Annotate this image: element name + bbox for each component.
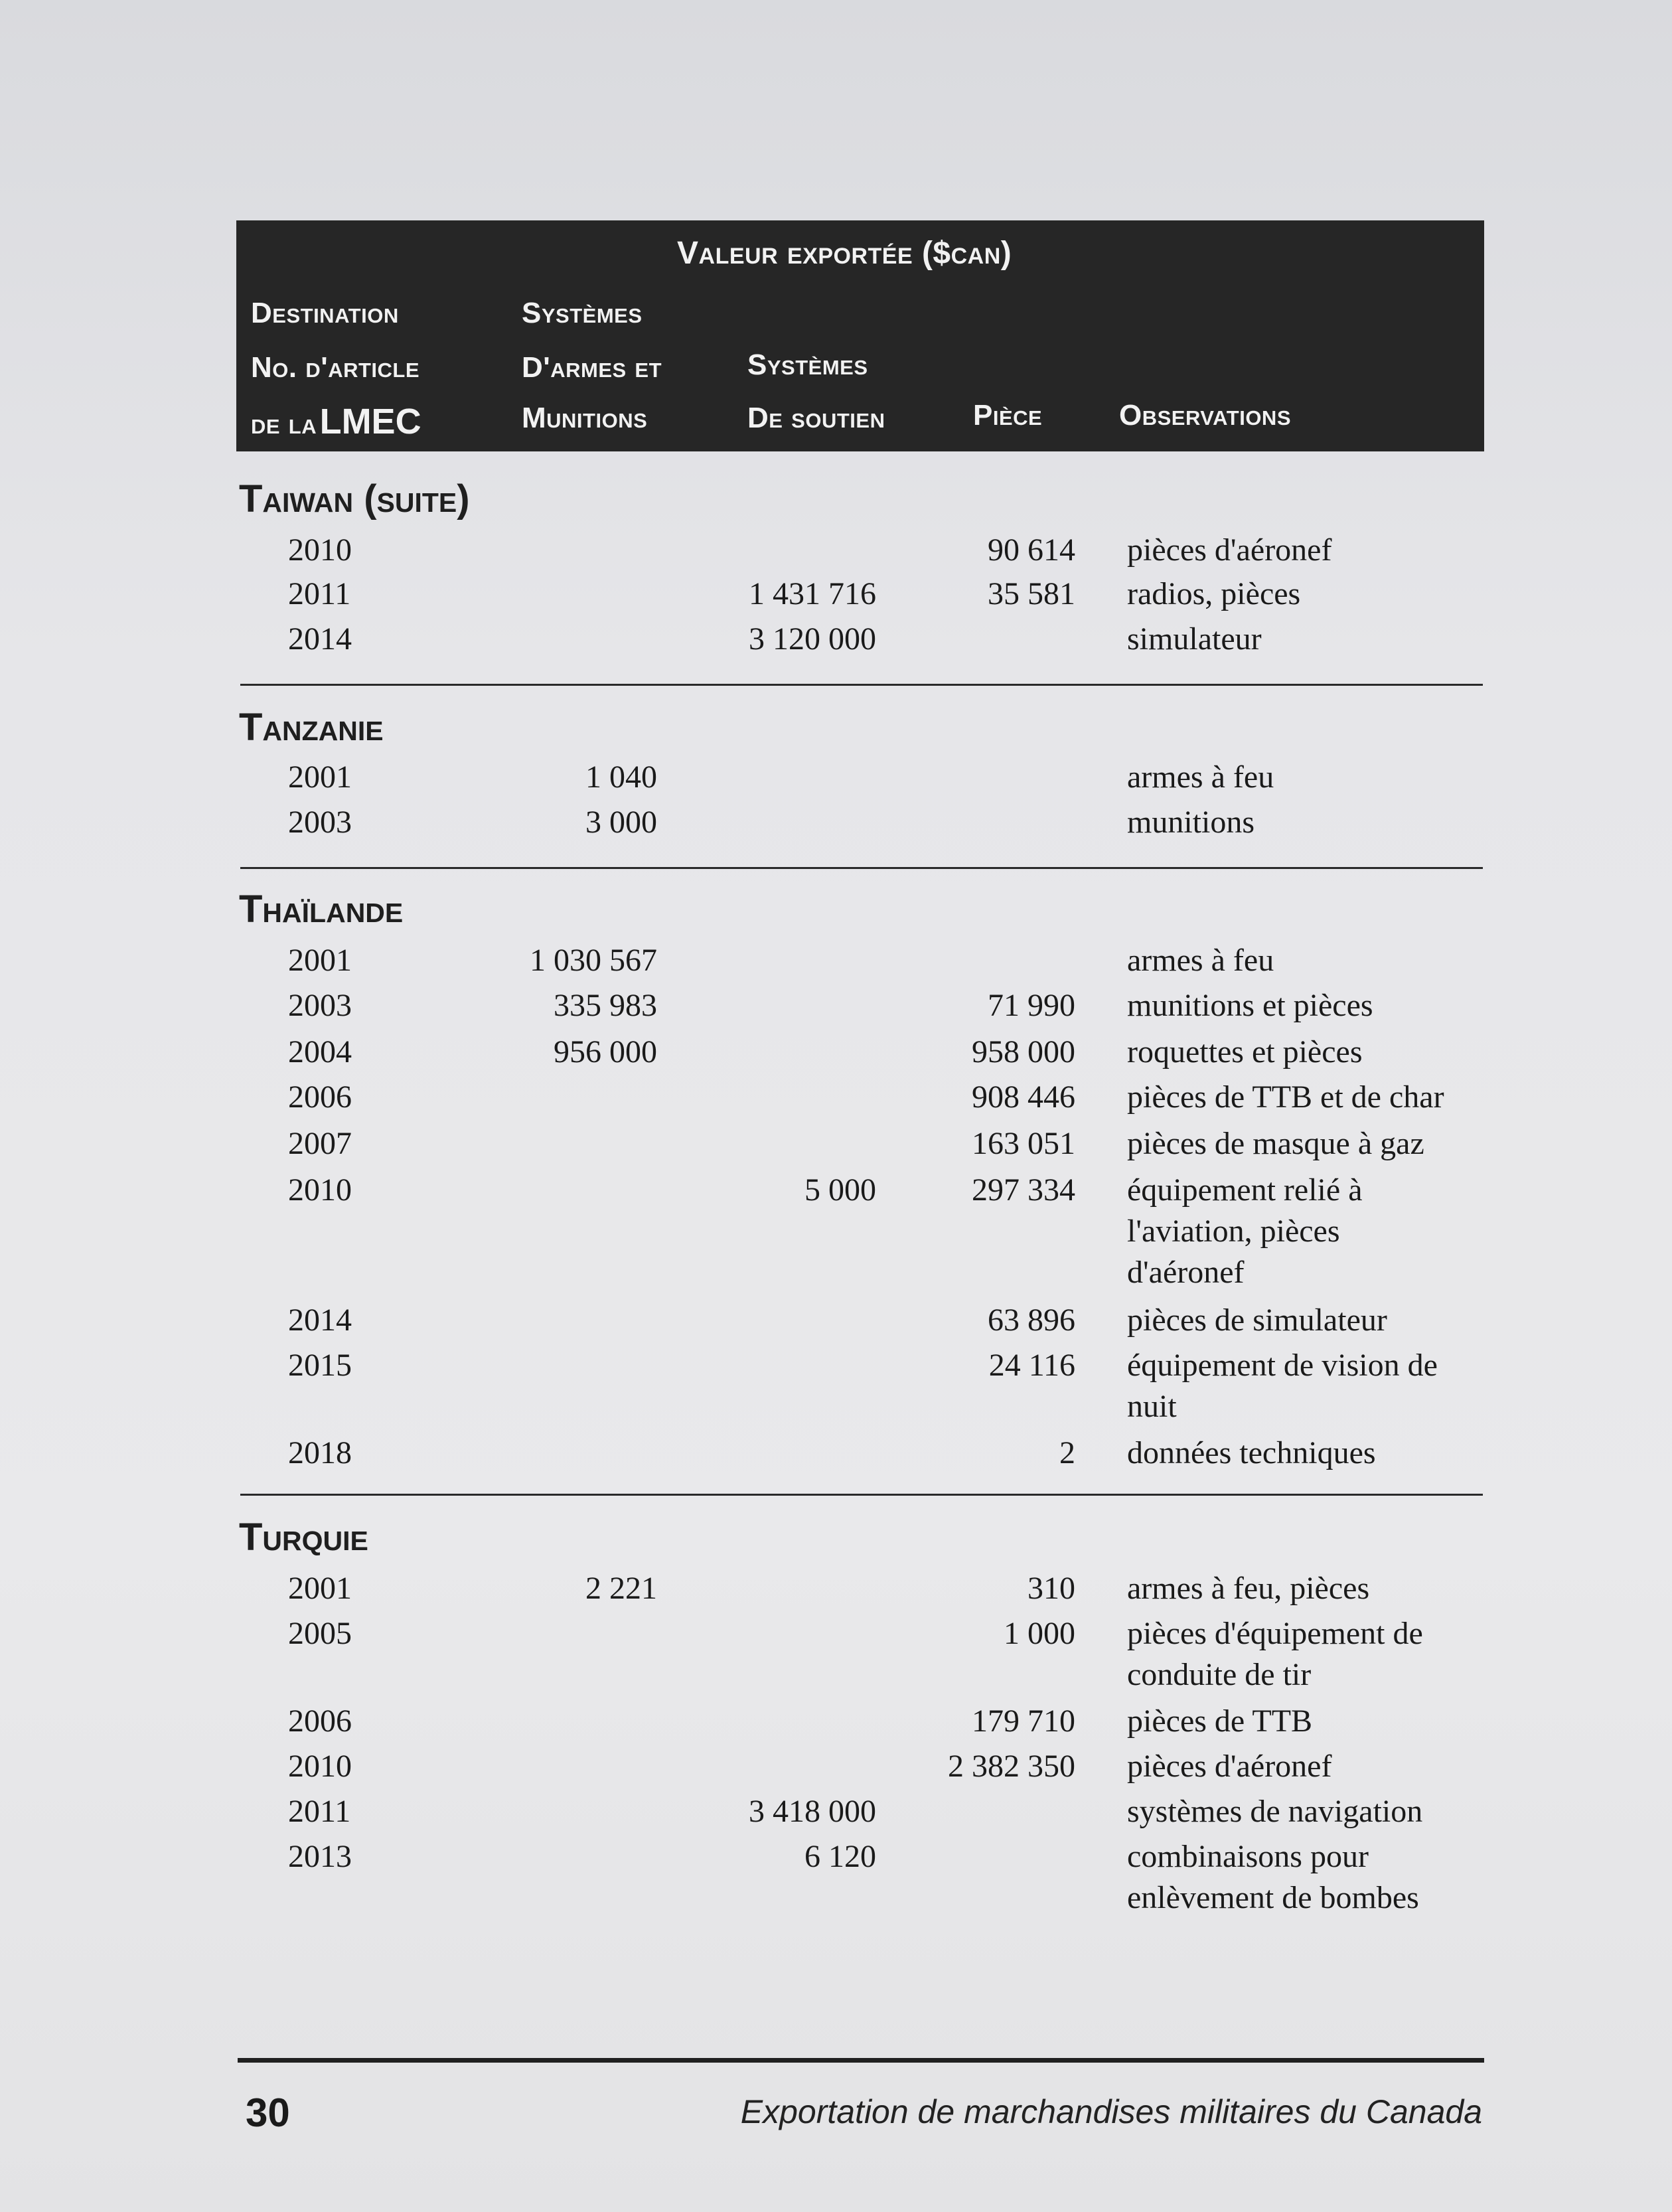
- piece-cell: 71 990: [988, 988, 1075, 1023]
- observation-cell: équipement relié à l'aviation, pièces d'aéronef: [1127, 1172, 1363, 1290]
- piece-cell: 163 051: [972, 1126, 1075, 1161]
- observation-cell: simulateur: [1127, 621, 1262, 657]
- piece-cell: 310: [1027, 1571, 1075, 1606]
- year-cell: 2010: [288, 1749, 352, 1784]
- piece-cell: 908 446: [972, 1079, 1075, 1115]
- section-divider: [240, 867, 1483, 869]
- year-cell: 2011: [288, 1794, 351, 1829]
- country-heading: Taiwan (suite): [239, 477, 470, 520]
- weapons-cell: 956 000: [554, 1034, 657, 1069]
- support-cell: 3 120 000: [749, 621, 876, 657]
- weapons-cell: 1 040: [585, 759, 657, 795]
- piece-cell: 24 116: [988, 1348, 1075, 1383]
- year-cell: 2001: [288, 759, 352, 795]
- piece-cell: 179 710: [972, 1703, 1075, 1739]
- year-cell: 2013: [288, 1839, 352, 1874]
- observation-cell: combinaisons pour enlèvement de bombes: [1127, 1839, 1419, 1915]
- year-cell: 2014: [288, 621, 352, 657]
- year-cell: 2001: [288, 943, 352, 978]
- observation-cell: pièces de simulateur: [1127, 1303, 1387, 1338]
- year-cell: 2010: [288, 1172, 352, 1208]
- header-weapons-l2: D'armes et: [522, 351, 662, 384]
- year-cell: 2006: [288, 1703, 352, 1739]
- section-divider: [240, 1494, 1483, 1496]
- header-destination: Destination: [251, 297, 399, 329]
- weapons-cell: 3 000: [585, 805, 657, 840]
- weapons-cell: 335 983: [554, 988, 657, 1023]
- observation-cell: données techniques: [1127, 1435, 1376, 1470]
- weapons-cell: 2 221: [585, 1571, 657, 1606]
- observation-cell: munitions et pièces: [1127, 988, 1373, 1023]
- piece-cell: 958 000: [972, 1034, 1075, 1069]
- header-value-exported: Valeur exportée ($can): [677, 236, 1012, 271]
- observation-cell: pièces d'équipement de conduite de tir: [1127, 1616, 1423, 1692]
- observation-cell: systèmes de navigation: [1127, 1794, 1423, 1829]
- observation-cell: pièces d'aéronef: [1127, 1749, 1332, 1784]
- year-cell: 2006: [288, 1079, 352, 1115]
- observation-cell: pièces de TTB et de char: [1127, 1079, 1444, 1115]
- piece-cell: 2: [1059, 1435, 1075, 1470]
- year-cell: 2010: [288, 532, 352, 568]
- observation-cell: pièces de masque à gaz: [1127, 1126, 1424, 1161]
- year-cell: 2014: [288, 1303, 352, 1338]
- header-lmec: LMEC: [319, 402, 421, 441]
- support-cell: 5 000: [804, 1172, 876, 1208]
- footer-divider: [238, 2058, 1484, 2063]
- year-cell: 2015: [288, 1348, 352, 1383]
- year-cell: 2018: [288, 1435, 352, 1470]
- year-cell: 2003: [288, 988, 352, 1023]
- header-support-l1: Systèmes: [747, 349, 868, 381]
- piece-cell: 35 581: [988, 576, 1075, 611]
- section-divider: [240, 684, 1483, 686]
- table-header: [236, 220, 1484, 451]
- header-de-la-lmec: [251, 401, 421, 442]
- header-weapons-l3: Munitions: [522, 402, 648, 434]
- year-cell: 2001: [288, 1571, 352, 1606]
- observation-cell: pièces de TTB: [1127, 1703, 1313, 1739]
- piece-cell: 63 896: [988, 1303, 1075, 1338]
- observation-cell: armes à feu, pièces: [1127, 1571, 1370, 1606]
- weapons-cell: 1 030 567: [530, 943, 657, 978]
- page-number: 30: [246, 2091, 290, 2135]
- year-cell: 2004: [288, 1034, 352, 1069]
- footer-title: Exportation de marchandises militaires du Canada: [740, 2093, 1482, 2130]
- piece-cell: 90 614: [988, 532, 1075, 568]
- header-article-no: No. d'article: [251, 351, 420, 384]
- header-de-la: de la: [251, 408, 317, 440]
- observation-cell: roquettes et pièces: [1127, 1034, 1363, 1069]
- year-cell: 2003: [288, 805, 352, 840]
- header-weapons-l1: Systèmes: [522, 297, 643, 329]
- support-cell: 6 120: [804, 1839, 876, 1874]
- header-support-l2: De soutien: [747, 402, 885, 434]
- country-heading: Turquie: [239, 1516, 368, 1559]
- piece-cell: 297 334: [972, 1172, 1075, 1208]
- year-cell: 2007: [288, 1126, 352, 1161]
- observation-cell: équipement de vision de nuit: [1127, 1348, 1438, 1424]
- observation-cell: pièces d'aéronef: [1127, 532, 1332, 568]
- piece-cell: 1 000: [1004, 1616, 1075, 1651]
- year-cell: 2005: [288, 1616, 352, 1651]
- year-cell: 2011: [288, 576, 351, 611]
- observation-cell: armes à feu: [1127, 943, 1274, 978]
- support-cell: 1 431 716: [749, 576, 876, 611]
- header-observations: observations: [1119, 399, 1291, 432]
- observation-cell: armes à feu: [1127, 759, 1274, 795]
- country-heading: Thaïlande: [239, 888, 404, 931]
- piece-cell: 2 382 350: [948, 1749, 1075, 1784]
- header-piece: pièce: [973, 399, 1043, 432]
- country-heading: Tanzanie: [239, 706, 384, 749]
- observation-cell: munitions: [1127, 805, 1255, 840]
- support-cell: 3 418 000: [749, 1794, 876, 1829]
- observation-cell: radios, pièces: [1127, 576, 1301, 611]
